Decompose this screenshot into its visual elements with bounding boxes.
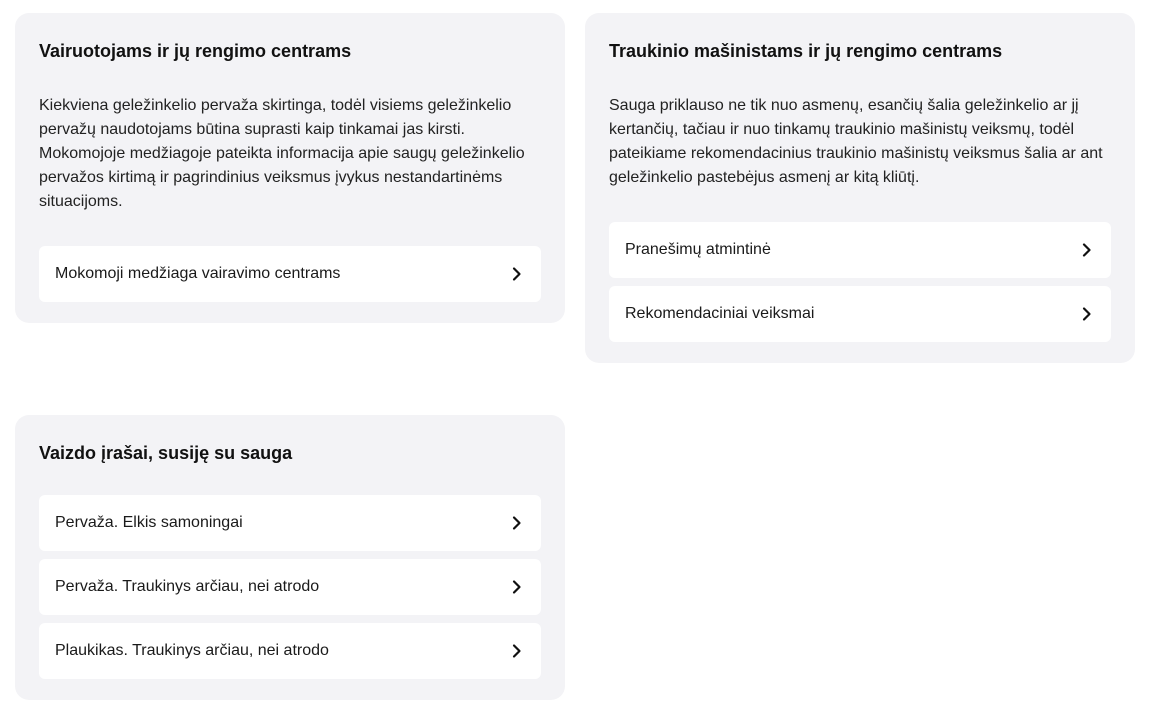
link-label: Mokomoji medžiaga vairavimo centrams <box>55 265 341 282</box>
chevron-right-icon <box>1079 306 1095 322</box>
card-title: Vaizdo įrašai, susiję su sauga <box>39 443 293 463</box>
link-label: Pervaža. Traukinys arčiau, nei atrodo <box>55 578 320 595</box>
chevron-right-icon <box>509 515 525 531</box>
link-video-swimmer-train-closer[interactable] <box>39 623 541 679</box>
link-recommended-actions[interactable] <box>609 286 1111 342</box>
link-video-crossing-train-closer[interactable] <box>39 559 541 615</box>
safety-videos-card <box>15 415 565 700</box>
chevron-right-icon <box>1079 242 1095 258</box>
link-label: Pranešimų atmintinė <box>625 241 771 258</box>
card-description: Kiekviena geležinkelio pervaža skirtinga, todėl visiems geležinkelio pervažų naudotojams būtina suprasti kaip tinkamai jas kirsti. Mokomojoje medžiagoje pateikta informacija apie saugų geležinkelio pervažos kirtimą ir pagrindinius veiksmus įvykus nestandartinėms situacijoms. <box>39 97 525 210</box>
chevron-right-icon <box>509 266 525 282</box>
chevron-right-icon <box>509 579 525 595</box>
chevron-right-icon <box>509 643 525 659</box>
link-message-reminder[interactable] <box>609 222 1111 278</box>
card-title: Vairuotojams ir jų rengimo centrams <box>39 41 352 61</box>
train-drivers-card <box>585 13 1135 363</box>
link-label: Plaukikas. Traukinys arčiau, nei atrodo <box>55 642 329 659</box>
link-driving-centers-material[interactable] <box>39 246 541 302</box>
card-title: Traukinio mašinistams ir jų rengimo centrams <box>609 41 1003 61</box>
link-label: Pervaža. Elkis samoningai <box>55 514 243 531</box>
link-video-crossing-conscious[interactable] <box>39 495 541 551</box>
link-label: Rekomendaciniai veiksmai <box>625 305 815 322</box>
drivers-card <box>15 13 565 323</box>
card-description: Sauga priklauso ne tik nuo asmenų, esančių šalia geležinkelio ar jį kertančių, tačiau ir nuo tinkamų traukinio mašinistų veiksmų, todėl pateikiame rekomendacinius traukinio mašinistų veiksmus šalia ar ant geležinkelio pastebėjus asmenį ar kitą kliūtį. <box>609 97 1103 186</box>
